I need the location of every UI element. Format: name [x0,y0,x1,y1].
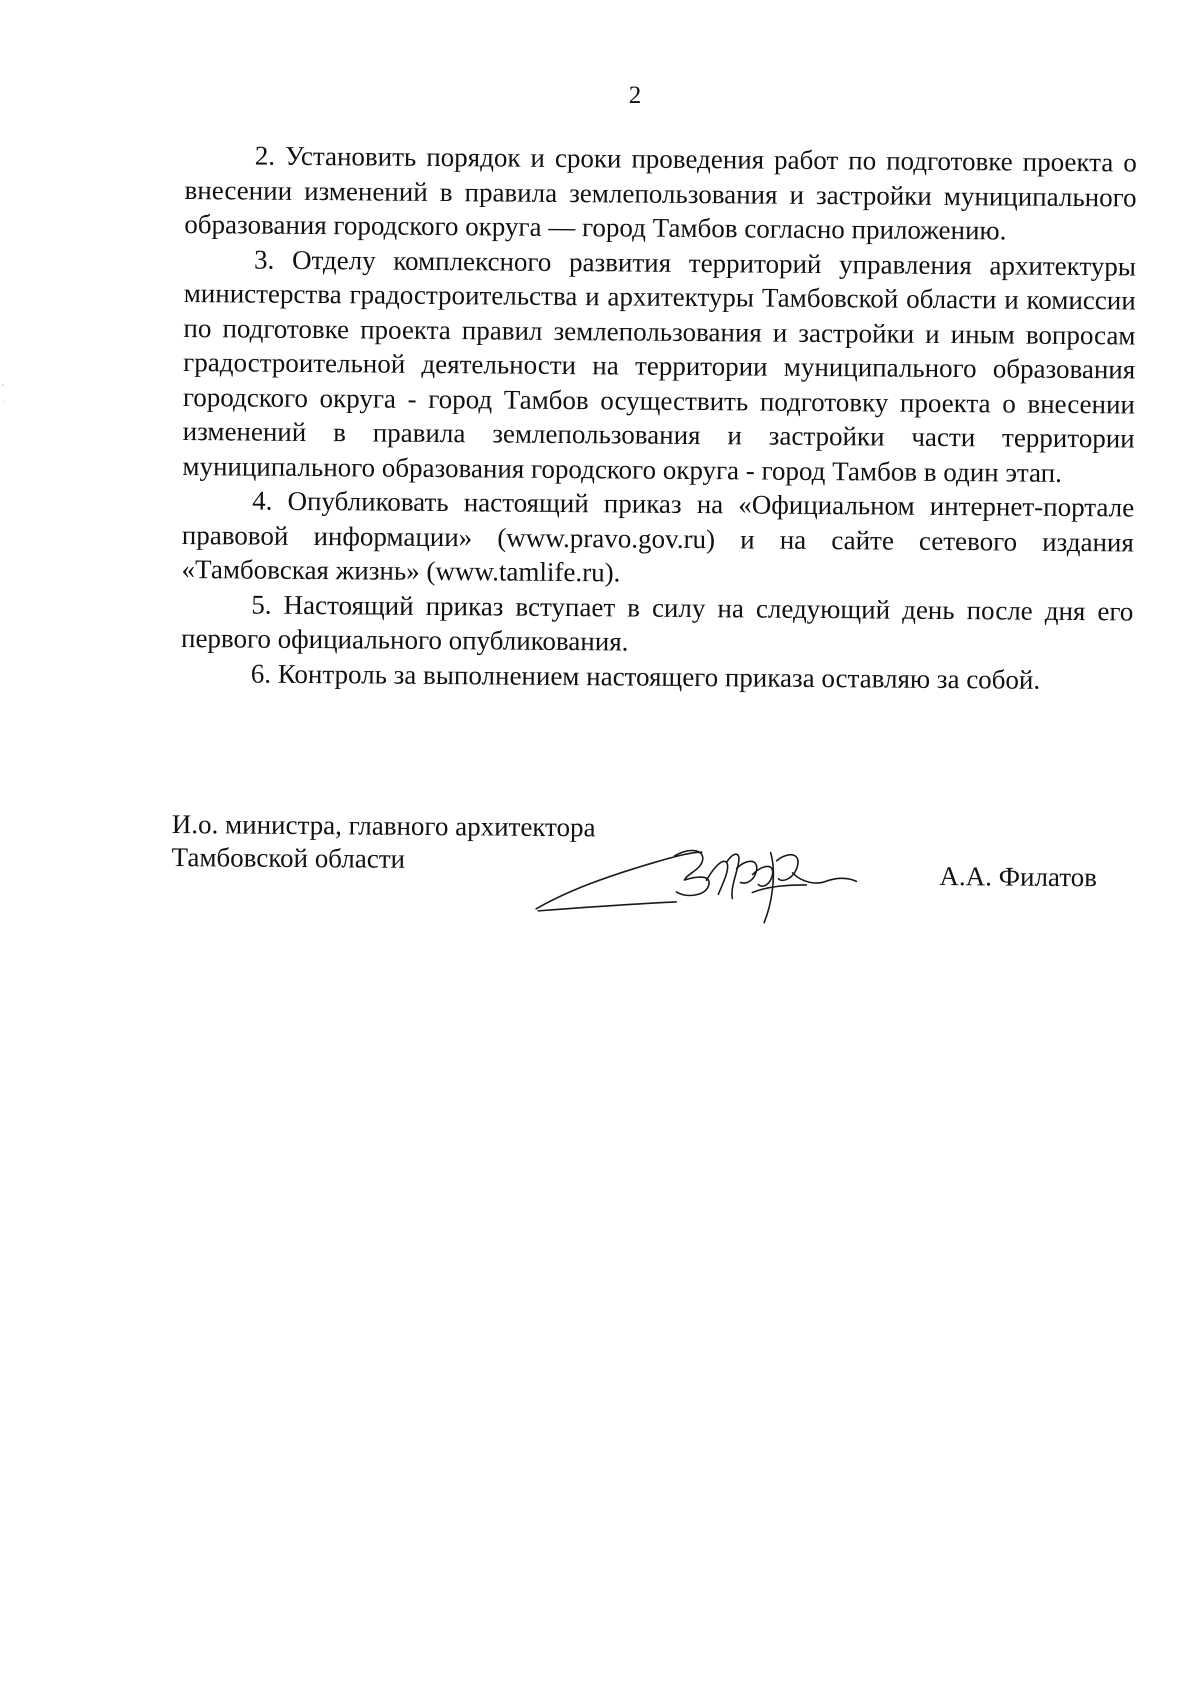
paragraph-5: 5. Настоящий приказ вступает в силу на следующий день после дня его первого официального опубликования. [180,589,1134,657]
handwritten-signature [526,821,867,934]
signatory-position-line2: Тамбовской области [171,841,406,874]
order-body [181,138,1137,697]
paragraph-2: 2. Установить порядок и сроки проведения работ по подготовке проекта о внесении изменений в правила землепользования и застройки муниципального образования городского округа — город Тамбов согласно приложению. [184,140,1137,246]
page-number: 2 [628,82,642,109]
scan-specks [0,380,8,420]
signature-block [171,808,1132,936]
paragraph-4: 4. Опубликовать настоящий приказ на «Официальном интернет-портале правовой информации» (www.pravo.gov.ru) и на сайте сетевого издания «Тамбовская жизнь» (www.tamlife.ru). [181,485,1135,588]
paragraph-6: 6. Контроль за выполнением настоящего приказа оставляю за собой. [250,658,1041,695]
signatory-name: А.А. Филатов [939,861,1098,893]
paragraph-3: 3. Отделу комплексного развития территорий управления архитектуры министерства градостроительства и архитектуры Тамбовской области и комиссии по подготовке проекта правил землепользования и застройки и иным вопросам градостроительной деятельности на территории муниципального образования городского округа - город Тамбов осуществить подготовку проекта о внесении изменений в правила землепользования и застройки части территории муниципального образования городского округа - город Тамбов в один этап. [182,244,1137,488]
signatory-position-line1: И.о. министра, главного архитектора [171,808,596,843]
